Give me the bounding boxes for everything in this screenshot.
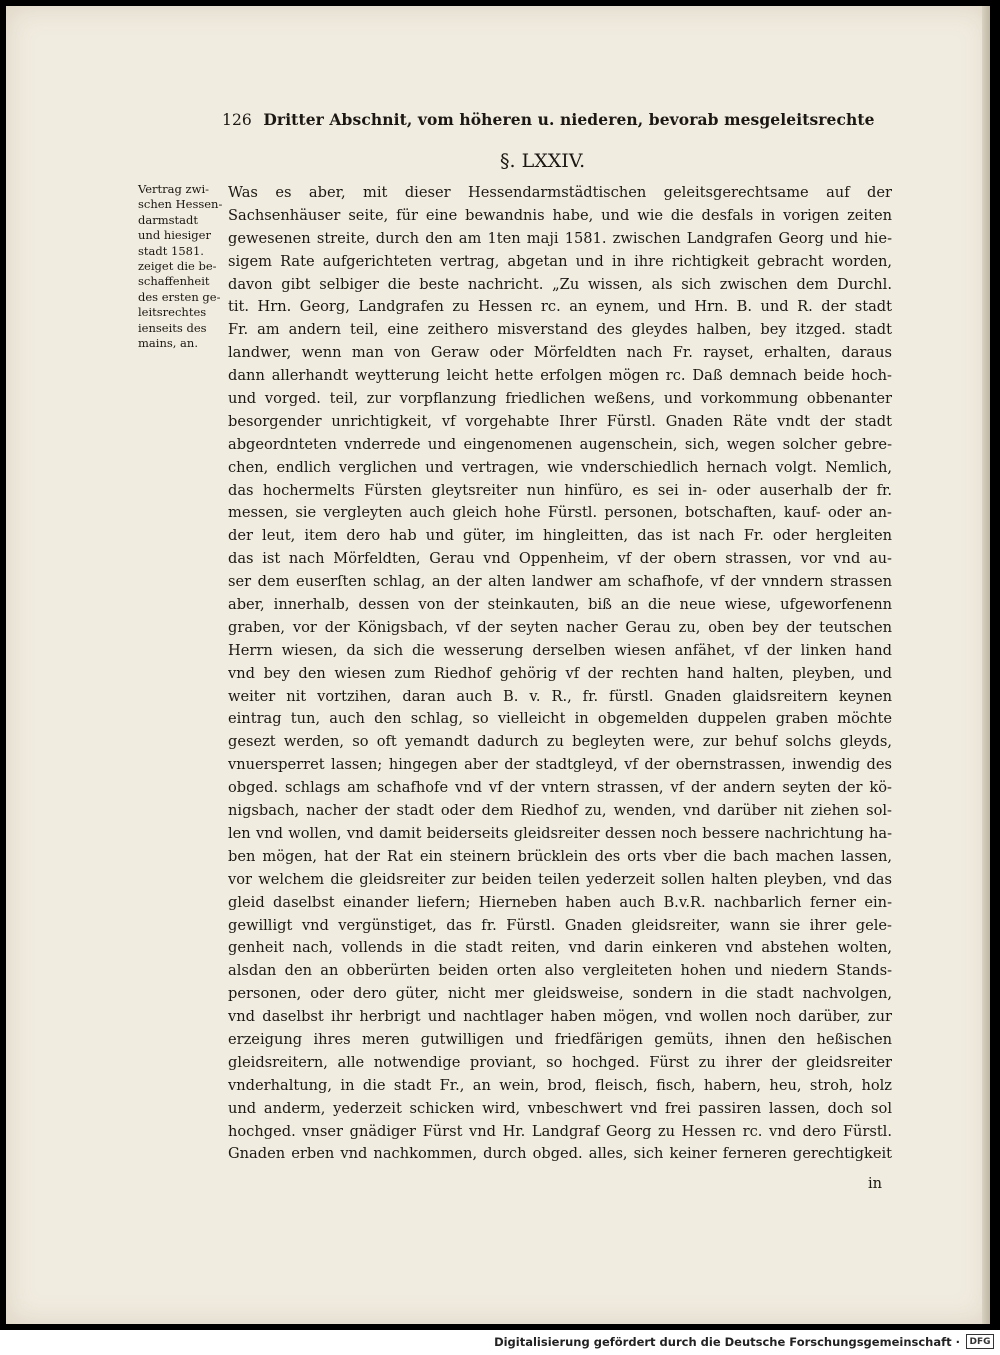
body-line: graben, vor der Königsbach, vf der seyten nacher Gerau zu, oben bey der teutschen (228, 618, 892, 636)
body-line: Sachsenhäuser seite, für eine bewandnis habe, und wie die desfals in vorigen zeiten (228, 206, 892, 224)
body-line: und vorged. teil, zur vorpflanzung friedlichen weßens, und vorkommung obbenanter (228, 390, 892, 408)
body-line: Herrn wiesen, da sich die wesserung derselben wiesen anfähet, vf der linken hand (228, 641, 892, 659)
margin-note-line: zeiget die be- (138, 258, 217, 273)
margin-note (138, 182, 224, 351)
body-line: gewilligt vnd vergünstiget, das fr. Fürstl. Gnaden gleidsreiter, wann sie ihrer gele- (228, 916, 892, 934)
body-line: vor welchem die gleidsreiter zur beiden teilen yederzeit sollen halten pleyben, vnd das (228, 870, 892, 888)
margin-note-line: schaffenheit (138, 274, 210, 289)
body-line: der leut, item dero hab und güter, im hingleitten, das ist nach Fr. oder hergleiten (228, 527, 892, 545)
body-line: sigem Rate aufgerichteten vertrag, abgetan und in ihre richtigkeit gebracht worden, (228, 252, 892, 270)
body-line: tit. Hrn. Georg, Landgrafen zu Hessen rc. an eynem, und Hrn. B. und R. der stadt (228, 298, 892, 316)
body-line: hochged. vnser gnädiger Fürst vnd Hr. Landgraf Georg zu Hessen rc. vnd dero Fürstl. (228, 1122, 892, 1140)
margin-note-line: und hiesiger (138, 228, 211, 243)
margin-note-line: schen Hessen- (138, 197, 223, 212)
body-line: gesezt werden, so oft yemandt dadurch zu begleyten were, zur behuf solchs gleyds, (228, 733, 892, 751)
footer-bar (0, 1330, 1000, 1355)
body-line: das ist nach Mörfeldten, Gerau vnd Oppenheim, vf der obern strassen, vor vnd au- (228, 550, 892, 568)
section-title: §. LXXIV. (500, 150, 586, 172)
page-number: 126 (222, 111, 252, 129)
margin-note-line: des ersten ge- (138, 289, 221, 304)
footer-credit: Digitalisierung gefördert durch die Deutsche Forschungsgemeinschaft · (494, 1335, 960, 1349)
margin-note-line: mains, an. (138, 335, 198, 350)
running-head-title: Dritter Abschnit, vom höheren u. niederen, bevorab mesgeleitsrechte (263, 110, 875, 129)
body-line: Was es aber, mit dieser Hessendarmstädtischen geleitsgerechtsame auf der (228, 184, 892, 201)
margin-note-line: leitsrechtes (138, 305, 207, 320)
body-line: und anderm, yederzeit schicken wird, vnbeschwert vnd frei passiren lassen, doch sol (228, 1099, 892, 1117)
body-line: len vnd wollen, vnd damit beiderseits gleidsreiter dessen noch bessere nachrichtung ha- (228, 824, 892, 842)
body-line: ben mögen, hat der Rat ein steinern brücklein des orts vber die bach machen lassen, (228, 847, 892, 865)
body-line: genheit nach, vollends in die stadt reiten, vnd darin einkeren vnd abstehen wolten, (228, 939, 892, 957)
body-line: Gnaden erben vnd nachkommen, durch obged. alles, sich keiner ferneren gerechtigkeit (228, 1145, 892, 1163)
body-line: aber, innerhalb, dessen von der steinkauten, biß an die neue wiese, ufgeworfenenn (228, 596, 892, 614)
body-line: nigsbach, nacher der stadt oder dem Riedhof zu, wenden, vnd darüber nit ziehen sol- (228, 802, 892, 820)
body-line: landwer, wenn man von Geraw oder Mörfeldten nach Fr. rayset, erhalten, daraus (228, 344, 892, 362)
catchword: in (868, 1175, 883, 1192)
margin-note-line: darmstadt (138, 212, 198, 227)
body-line: gleid daselbst einander liefern; Hierneben haben auch B.v.R. nachbarlich ferner ein- (228, 893, 892, 911)
body-line: vnd daselbst ihr herbrigt und nachtlager haben mögen, vnd wollen noch darüber, zur (228, 1008, 892, 1026)
body-line: personen, oder dero güter, nicht mer gleidsweise, sondern in die stadt nachvolgen, (228, 985, 892, 1003)
dfg-logo: DFG (966, 1334, 994, 1349)
body-line: obged. schlags am schafhofe vnd vf der vntern strassen, vf der andern seyten der kö- (228, 779, 892, 797)
body-line: erzeigung ihres meren gutwilligen und friedfärigen gemüts, ihnen den heßischen (228, 1030, 892, 1048)
body-line: eintrag tun, auch den schlag, so vielleicht in obgemelden duppelen graben möchte (228, 710, 892, 728)
body-line: gewesenen streite, durch den am 1ten maji 1581. zwischen Landgrafen Georg und hie- (228, 229, 892, 247)
margin-note-line: stadt 1581. (138, 243, 204, 258)
body-line: ser dem euserſten schlag, an der alten landwer am schafhofe, vf der vnndern strassen (228, 573, 892, 591)
body-line: messen, sie vergleyten auch gleich hohe Fürstl. personen, botschaften, kauf- oder an- (228, 504, 892, 522)
body-line: vnd bey den wiesen zum Riedhof gehörig vf der rechten hand halten, pleyben, und (228, 664, 892, 682)
running-head (222, 110, 892, 129)
body-line: chen, endlich verglichen und vertragen, wie vnderschiedlich hernach volgt. Nemlich, (228, 458, 892, 476)
body-line: weiter nit vortzihen, daran auch B. v. R., fr. fürstl. Gnaden glaidsreitern keynen (228, 687, 892, 705)
body-line: vnuersperret lassen; hingegen aber der stadtgleyd, vf der obernstrassen, inwendig des (228, 756, 892, 774)
page-edge (982, 6, 990, 1324)
margin-note-line: ienseits des (138, 320, 207, 335)
body-line: abgeordnteten vnderrede und eingenomenen augenschein, sich, wegen solcher gebre- (228, 435, 892, 453)
body-line: dann allerhandt weytterung leicht hette erfolgen mögen rc. Daß demnach beide hoch- (228, 367, 892, 385)
body-line: besorgender unrichtigkeit, vf vorgehabte Ihrer Fürstl. Gnaden Räte vndt der stadt (228, 412, 892, 430)
body-text (228, 182, 892, 1166)
body-line: davon gibt selbiger die beste nachricht. „Zu wissen, als sich zwischen dem Durchl. (228, 275, 892, 293)
body-line: Fr. am andern teil, eine zeithero misverstand des gleydes halben, bey itzged. stadt (228, 321, 892, 339)
body-line: alsdan den an obberürten beiden orten also vergleiteten hohen und niedern Stands- (228, 962, 892, 980)
margin-note-line: Vertrag zwi- (138, 182, 210, 196)
body-line: das hochermelts Fürsten gleytsreiter nun hinfüro, es sei in- oder auserhalb der fr. (228, 481, 892, 499)
body-line: gleidsreitern, alle notwendige proviant, so hochged. Fürst zu ihrer der gleidsreiter (228, 1053, 892, 1071)
body-line: vnderhaltung, in die stadt Fr., an wein, brod, fleisch, fisch, habern, heu, stroh, holz (228, 1076, 892, 1094)
